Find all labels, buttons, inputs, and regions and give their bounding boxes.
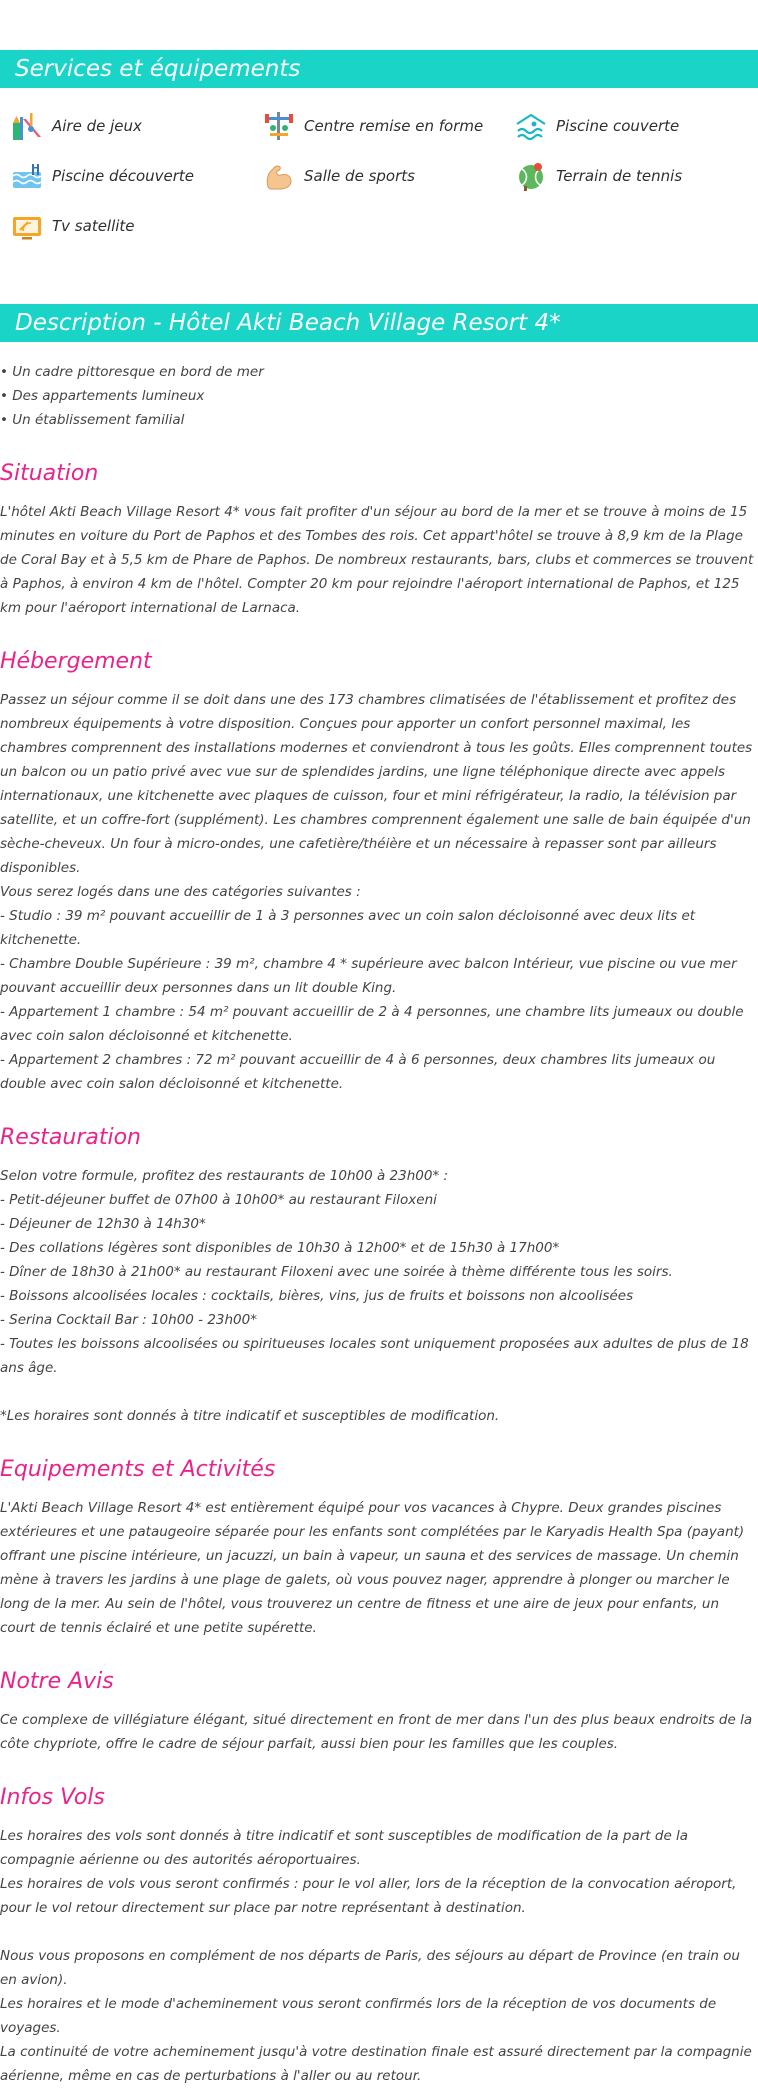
paragraph: Les horaires de vols vous seront confirmés : pour le vol aller, lors de la réception de la convocation aéroport, pour le vol retour directement sur place par notre représentant à destination. [0, 1876, 737, 1916]
paragraph: La continuité de votre acheminement jusqu'à votre destination finale est assuré directement par la compagnie aérienne, même en cas de perturbations à l'aller ou au retour. [0, 2044, 752, 2084]
list-item: - Déjeuner de 12h30 à 14h30* [0, 1216, 206, 1232]
outdoor-pool-icon [10, 159, 44, 193]
paragraph-gap [0, 1380, 755, 1404]
equipements-text [0, 1496, 755, 1640]
room-type-item: - Appartement 2 chambres : 72 m² pouvant accueillir de 4 à 6 personnes, deux chambres lits jumeaux ou double avec coin salon décloisonné et kitchenette. [0, 1052, 716, 1092]
list-item: • Un cadre pittoresque en bord de mer [0, 364, 264, 380]
satellite-tv-icon [10, 209, 44, 243]
paragraph-gap [0, 1920, 755, 1944]
room-type-item: - Chambre Double Supérieure : 39 m², chambre 4 * supérieure avec balcon Intérieur, vue piscine ou vue mer pouvant accueillir deux personnes dans un lit double King. [0, 956, 737, 996]
paragraph: L'Akti Beach Village Resort 4* est entièrement équipé pour vos vacances à Chypre. Deux grandes piscines extérieures et une pataugeoire séparée pour les enfants sont complétées par le Karyadis Health Spa (payant) offrant une piscine intérieure, un jacuzzi, un bain à vapeur, un sauna et des services de massage. Un chemin mène à travers les jardins à une plage de galets, où vous pouvez nager, apprendre à plonger ou marcher le long de la mer. Au sein de l'hôtel, vous trouverez un centre de fitness et une aire de jeux pour enfants, un court de tennis éclairé et une petite supérette. [0, 1500, 745, 1636]
paragraph: Passez un séjour comme il se doit dans une des 173 chambres climatisées de l'établissement et profitez des nombreux équipements à votre disposition. Conçues pour apporter un confort personnel maximal, les chambres comprennent des installations modernes et conviendront à tous les goûts. Elles comprennent toutes un balcon ou un patio privé avec vue sur de splendides jardins, une ligne téléphonique directe avec appels internationaux, une kitchenette avec plaques de cuisson, four et mini réfrigérateur, la radio, la télévision par satellite, et un coffre-fort (supplément). Les chambres comprennent également une salle de bain équipée d'un sèche-cheveux. Un four à micro-ondes, une cafetière/théière et un nécessaire à repasser sont par ailleurs disponibles. [0, 692, 753, 876]
service-label: Tv satellite [52, 217, 135, 235]
vols-text [0, 1824, 755, 2088]
restauration-heading: Restauration [0, 1125, 142, 1150]
list-item: • Des appartements lumineux [0, 388, 205, 404]
paragraph: Ce complexe de villégiature élégant, situé directement en front de mer dans l'un des plus beaux endroits de la côte chypriote, offre le cadre de séjour parfait, aussi bien pour les familles que les couples. [0, 1712, 753, 1752]
paragraph: L'hôtel Akti Beach Village Resort 4* vous fait profiter d'un séjour au bord de la mer et se trouve à moins de 15 minutes en voiture du Port de Paphos et des Tombes des rois. Cet appart'hôtel se trouve à 8,9 km de la Plage de Coral Bay et à 5,5 km de Phare de Paphos. De nombreux restaurants, bars, clubs et commerces se trouvent à Paphos, à environ 4 km de l'hôtel. Compter 20 km pour rejoindre l'aéroport international de Paphos, et 125 km pour l'aéroport international de Larnaca. [0, 504, 754, 616]
situation-text [0, 500, 755, 620]
services-header: Services et équipements [0, 50, 758, 88]
muscle-arm-icon [262, 159, 296, 193]
playground-icon [10, 109, 44, 143]
description-header: Description - Hôtel Akti Beach Village Resort 4* [0, 304, 758, 342]
service-item-piscine-couverte [514, 108, 758, 144]
list-item: - Boissons alcoolisées locales : cocktails, bières, vins, jus de fruits et boissons non alcoolisées [0, 1288, 634, 1304]
service-label: Piscine découverte [52, 167, 195, 185]
service-item-centre-remise-en-forme [262, 108, 514, 144]
hebergement-text [0, 688, 755, 1096]
service-item-salle-de-sports [262, 158, 514, 194]
service-label: Terrain de tennis [556, 167, 683, 185]
service-item-piscine-decouverte [10, 158, 262, 194]
paragraph: Selon votre formule, profitez des restaurants de 10h00 à 23h00* : [0, 1168, 449, 1184]
room-type-item: - Studio : 39 m² pouvant accueillir de 1 à 3 personnes avec un coin salon décloisonné avec deux lits et kitchenette. [0, 908, 696, 948]
fitness-icon [262, 109, 296, 143]
hebergement-heading: Hébergement [0, 649, 152, 674]
tennis-icon [514, 159, 548, 193]
vols-heading: Infos Vols [0, 1785, 105, 1810]
paragraph: Les horaires et le mode d'acheminement vous seront confirmés lors de la réception de vos documents de voyages. [0, 1996, 717, 2036]
service-item-tv-satellite [10, 208, 262, 244]
room-type-item: - Appartement 1 chambre : 54 m² pouvant accueillir de 2 à 4 personnes, une chambre lits jumeaux ou double avec coin salon décloisonné et kitchenette. [0, 1004, 744, 1044]
indoor-pool-icon [514, 109, 548, 143]
section-spacer [0, 244, 758, 304]
highlights-list [0, 342, 758, 432]
avis-heading: Notre Avis [0, 1669, 114, 1694]
list-item: - Dîner de 18h30 à 21h00* au restaurant Filoxeni avec une soirée à thème différente tous les soirs. [0, 1264, 673, 1280]
list-item: • Un établissement familial [0, 412, 185, 428]
service-label: Aire de jeux [52, 117, 142, 135]
service-item-terrain-de-tennis [514, 158, 758, 194]
paragraph: Les horaires des vols sont donnés à titre indicatif et sont susceptibles de modification de la part de la compagnie aérienne ou des autorités aéroportuaires. [0, 1828, 689, 1868]
list-item: - Petit-déjeuner buffet de 07h00 à 10h00* au restaurant Filoxeni [0, 1192, 437, 1208]
avis-text [0, 1708, 755, 1756]
service-item-aire-de-jeux [10, 108, 262, 144]
paragraph: Vous serez logés dans une des catégories suivantes : [0, 884, 361, 900]
services-grid [0, 88, 758, 244]
service-label: Piscine couverte [556, 117, 680, 135]
restauration-text [0, 1164, 755, 1428]
list-item: - Toutes les boissons alcoolisées ou spiritueuses locales sont uniquement proposées aux adultes de plus de 18 ans âge. [0, 1336, 749, 1376]
equipements-heading: Equipements et Activités [0, 1457, 276, 1482]
service-label: Salle de sports [304, 167, 415, 185]
list-item: - Serina Cocktail Bar : 10h00 - 23h00* [0, 1312, 257, 1328]
footnote: *Les horaires sont donnés à titre indicatif et susceptibles de modification. [0, 1408, 500, 1424]
paragraph: Nous vous proposons en complément de nos départs de Paris, des séjours au départ de Province (en train ou en avion). [0, 1948, 740, 1988]
service-label: Centre remise en forme [304, 117, 484, 135]
situation-heading: Situation [0, 461, 99, 486]
list-item: - Des collations légères sont disponibles de 10h30 à 12h00* et de 15h30 à 17h00* [0, 1240, 560, 1256]
